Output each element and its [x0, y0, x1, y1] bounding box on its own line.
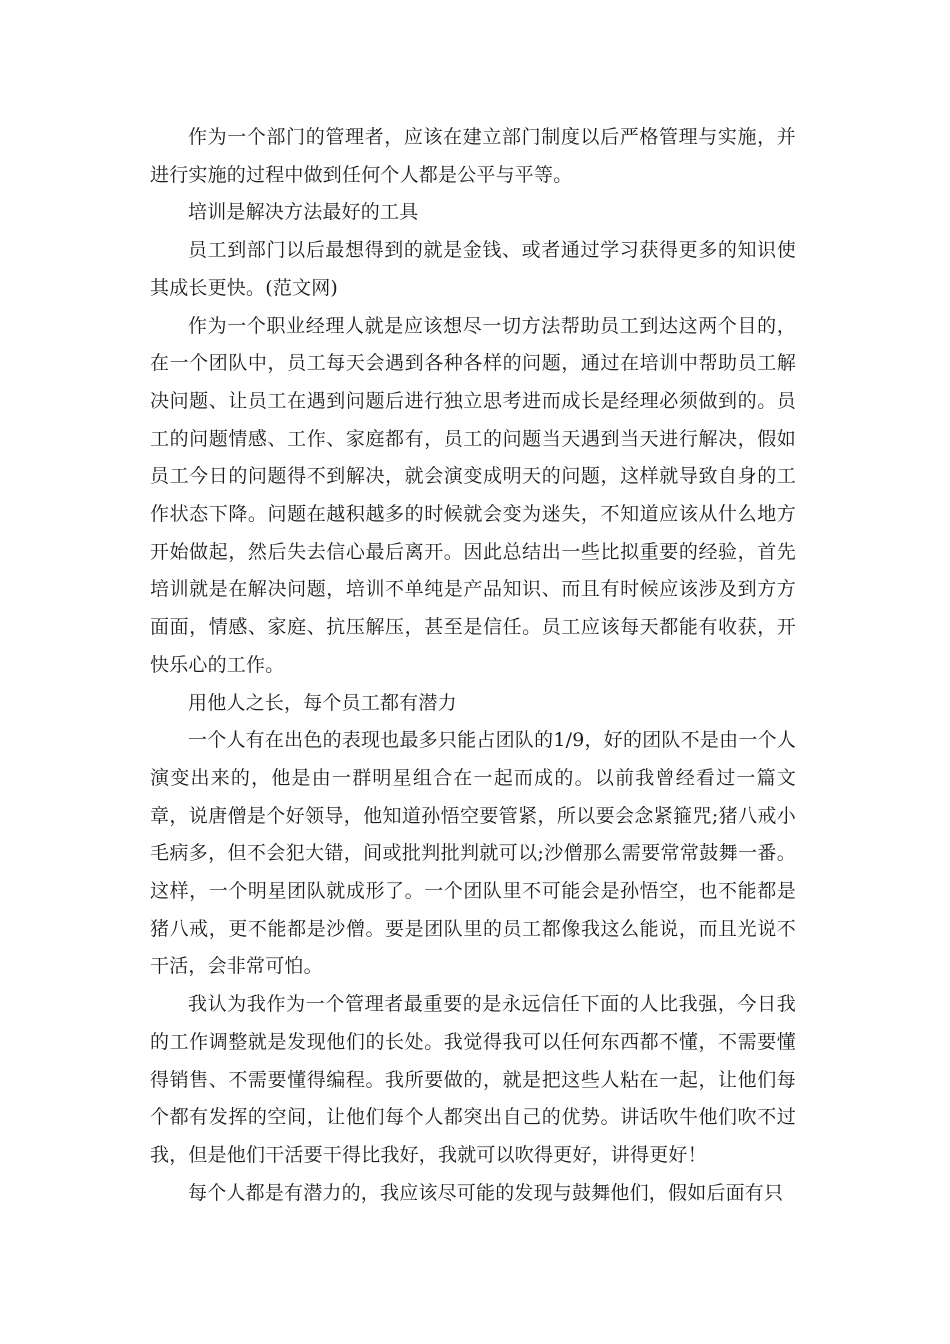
paragraph-training-problems: 作为一个职业经理人就是应该想尽一切方法帮助员工到达这两个目的，在一个团队中，员工每天会遇到各种各样的问题，通过在培训中帮助员工解决问题、让员工在遇到问题后进行独立思考进而成长是经理必须做到的。员工的问题情感、工作、家庭都有，员工的问题当天遇到当天进行解决，假如员工今日的问题得不到解决，就会演变成明天的问题，这样就导致自身的工作状态下降。问题在越积越多的时候就会变为迷失，不知道应该从什么地方开始做起，然后失去信心最后离开。因此总结出一些比拟重要的经验，首先培训就是在解决问题，培训不单纯是产品知识、而且有时候应该涉及到方方面面，情感、家庭、抗压解压，甚至是信任。员工应该每天都能有收获，开快乐心的工作。	[150, 314, 796, 676]
document-body	[150, 119, 796, 1212]
section-heading-training: 培训是解决方法最好的工具	[188, 201, 419, 224]
paragraph-manager-fairness: 作为一个部门的管理者，应该在建立部门制度以后严格管理与实施，并进行实施的过程中做到任何个人都是公平与平等。	[150, 126, 796, 186]
section-heading-potential: 用他人之长，每个员工都有潜力	[188, 691, 457, 714]
paragraph-trust-team: 我认为我作为一个管理者最重要的是永远信任下面的人比我强，今日我的工作调整就是发现他们的长处。我觉得我可以任何东西都不懂，不需要懂得销售、不需要懂得编程。我所要做的，就是把这些人粘在一起，让他们每个都有发挥的空间，让他们每个人都突出自己的优势。讲话吹牛他们吹不过我，但是他们干活要干得比我好，我就可以吹得更好，讲得更好！	[150, 993, 796, 1166]
paragraph-star-team: 一个人有在出色的表现也最多只能占团队的1/9，好的团队不是由一个人演变出来的，他是由一群明星组合在一起而成的。以前我曾经看过一篇文章，说唐僧是个好领导，他知道孙悟空要管紧，所以要会念紧箍咒;猪八戒小毛病多，但不会犯大错，间或批判批判就可以;沙僧那么需要常常鼓舞一番。这样，一个明星团队就成形了。一个团队里不可能会是孙悟空，也不能都是猪八戒，更不能都是沙僧。要是团队里的员工都像我这么能说，而且光说不干活，会非常可怕。	[150, 729, 796, 978]
paragraph-employee-goals: 员工到部门以后最想得到的就是金钱、或者通过学习获得更多的知识使其成长更快。(范文网)	[150, 239, 796, 299]
paragraph-discover-potential: 每个人都是有潜力的，我应该尽可能的发现与鼓舞他们，假如后面有只	[188, 1181, 784, 1204]
